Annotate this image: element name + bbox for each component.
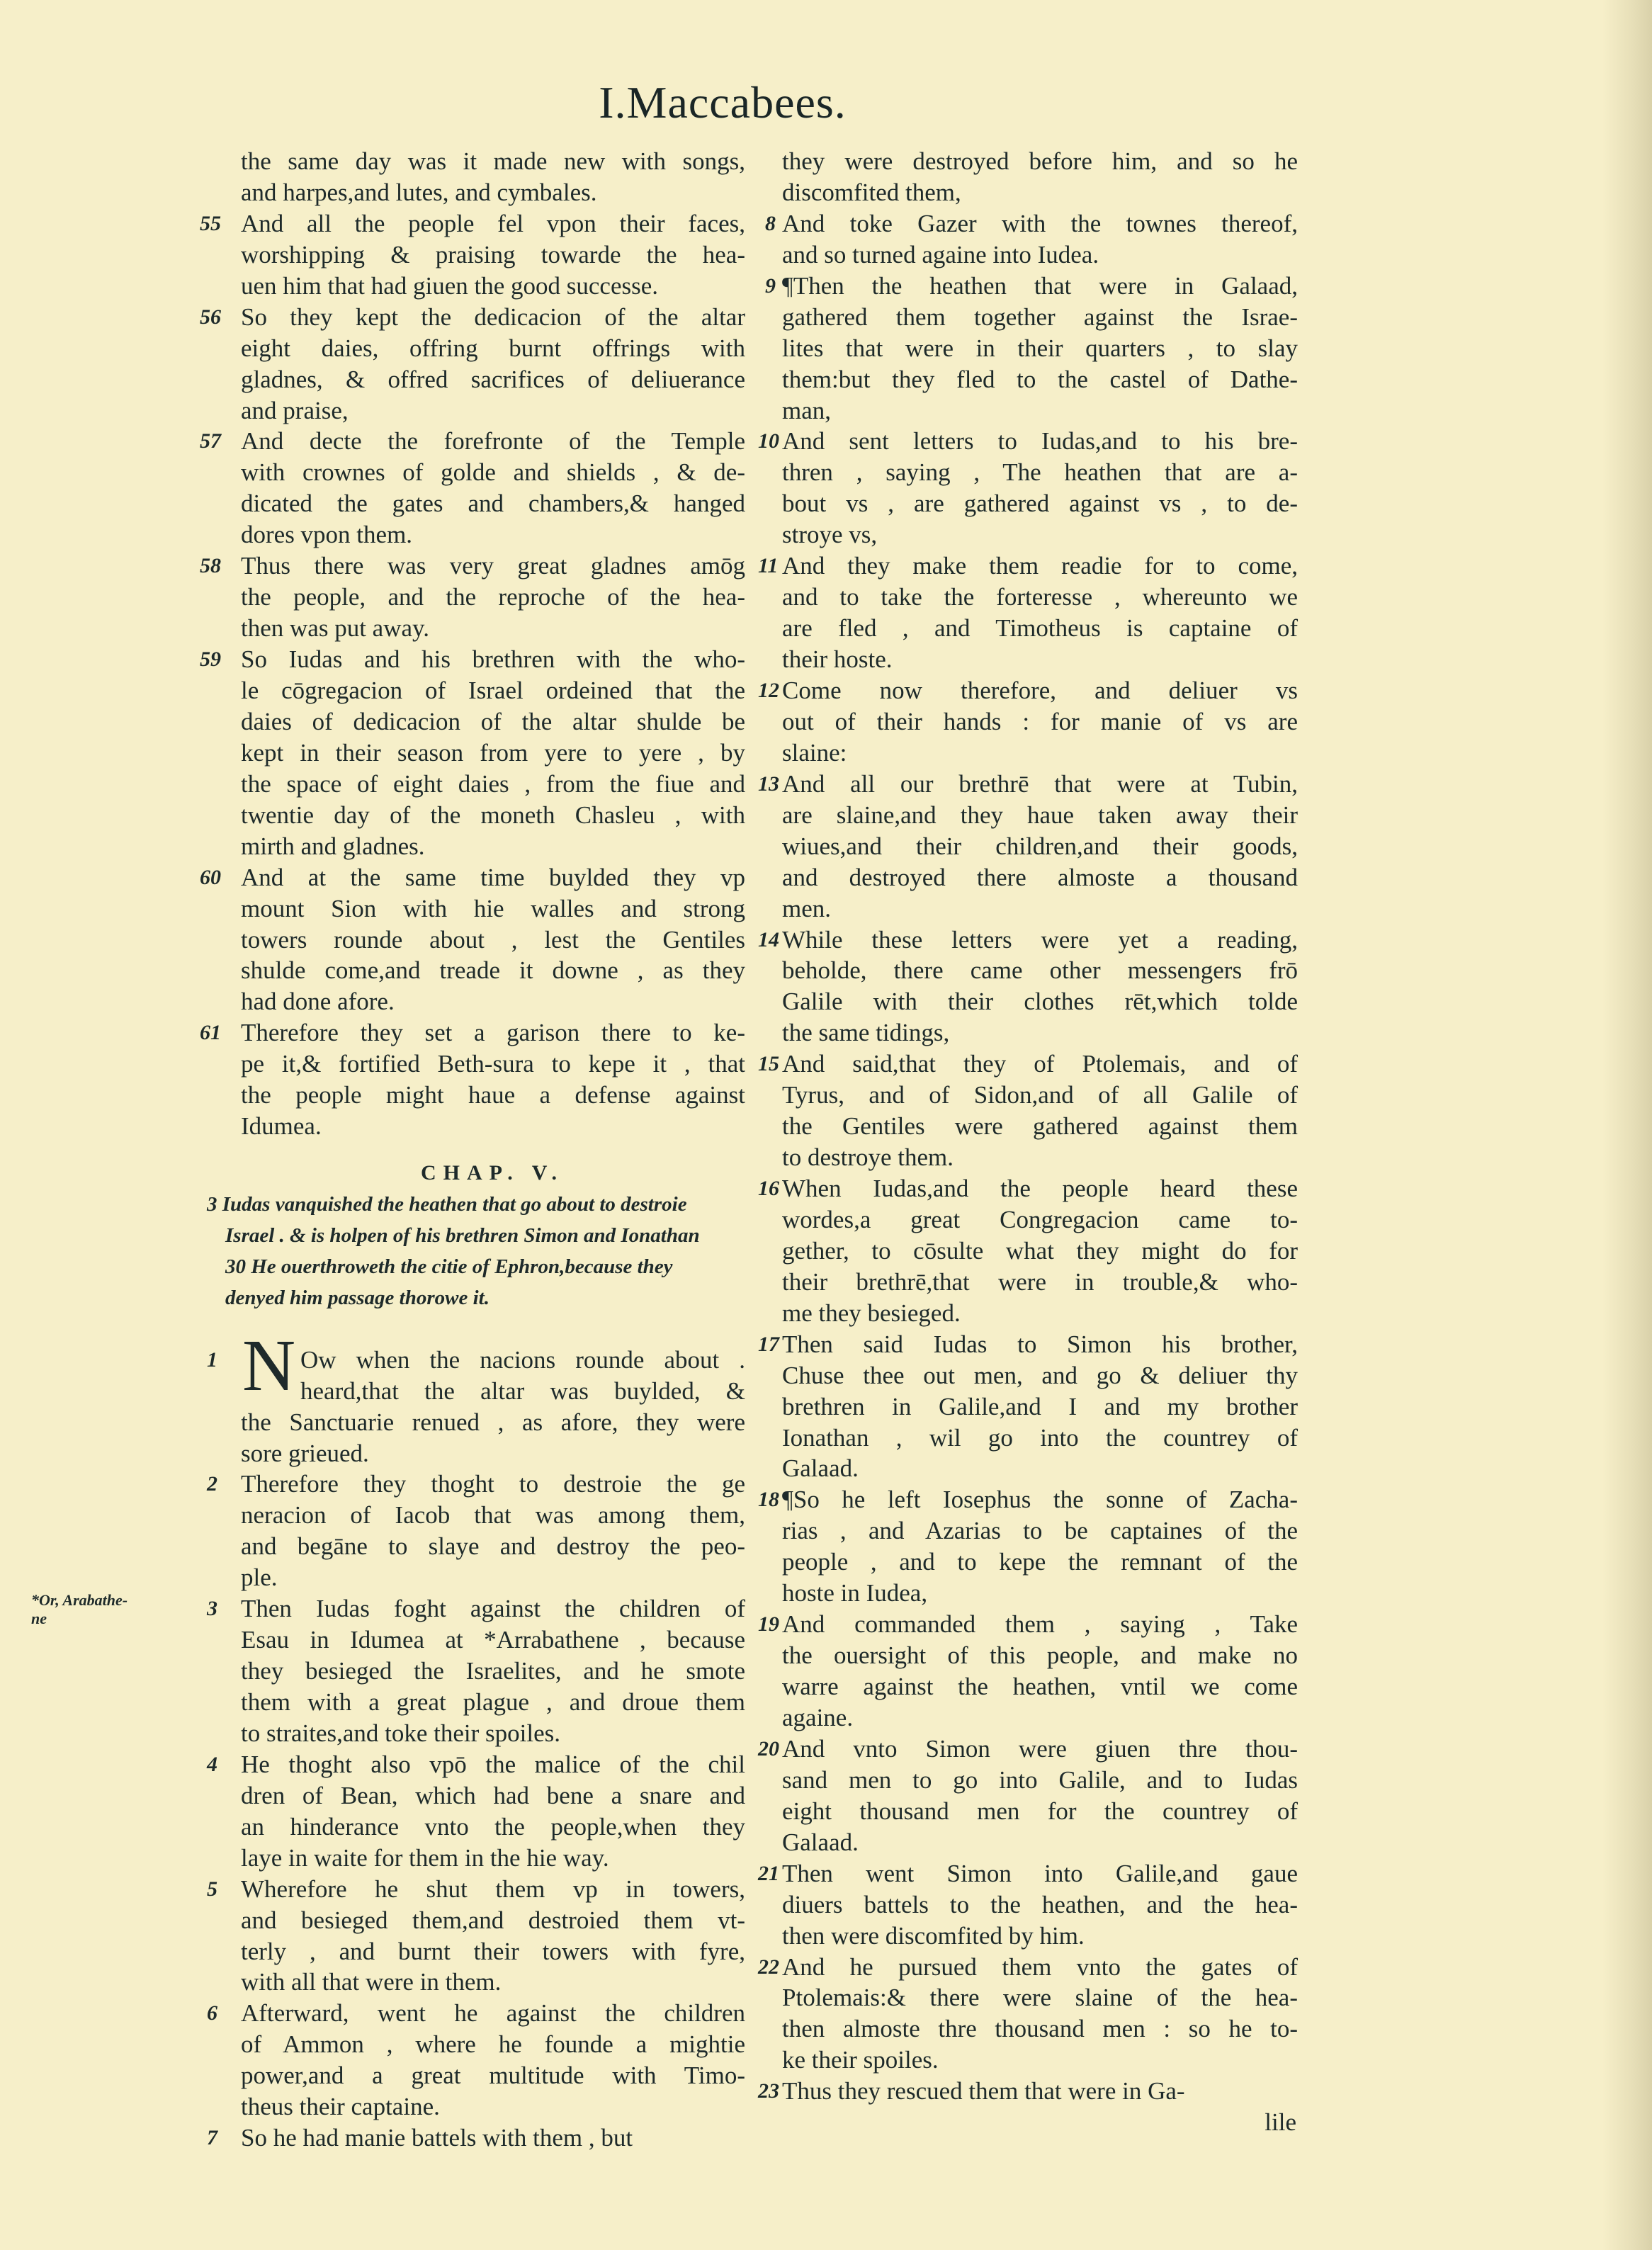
text-line: [782, 2076, 1298, 2107]
line-text: their hoste.: [782, 645, 893, 674]
text-line: [241, 1749, 745, 1780]
text-line: [241, 1811, 745, 1843]
verse-number: 5: [207, 1877, 217, 1901]
text-line: [241, 2029, 745, 2060]
line-text: rias , and Azarias to be captaines of the: [782, 1517, 1298, 1545]
line-text: So he had manie battels with them , but: [241, 2124, 633, 2152]
text-line: [782, 706, 1298, 737]
line-text: man,: [782, 396, 832, 424]
verse-number: 9: [765, 273, 776, 298]
line-text: dicated the gates and chambers,& hanged: [241, 490, 745, 518]
line-text: And said,that they of Ptolemais, and of: [782, 1050, 1298, 1078]
line-text: twentie day of the moneth Chasleu , with: [241, 801, 745, 829]
text-line: [782, 2013, 1298, 2045]
text-line: [782, 1111, 1298, 1142]
text-line: [241, 1017, 745, 1048]
chapter-summary-line: Israel . & is holpen of his brethren Simon and Ionathan: [225, 1223, 700, 1247]
text-line: [782, 550, 1298, 582]
text-line: [241, 1780, 745, 1811]
line-text: Then said Iudas to Simon his brother,: [782, 1330, 1298, 1358]
text-line: [241, 613, 745, 644]
text-line: [241, 706, 745, 737]
text-line: [241, 1656, 745, 1687]
line-text: people , and to kepe the remnant of the: [782, 1548, 1298, 1576]
text-line: [241, 831, 745, 862]
verse-number: 17: [758, 1332, 779, 1356]
line-text: ple.: [241, 1564, 278, 1592]
line-text: brethren in Galile,and I and my brother: [782, 1392, 1298, 1420]
text-line: [782, 1484, 1298, 1515]
line-text: Galile with their clothes rēt,which tolde: [782, 988, 1298, 1016]
text-line: [241, 644, 745, 675]
line-text: ke their spoiles.: [782, 2046, 939, 2074]
line-text: Esau in Idumea at *Arrabathene , because: [241, 1626, 745, 1654]
line-text: they besieged the Israelites, and he smote: [241, 1657, 745, 1685]
text-line: [782, 925, 1298, 956]
text-line: [241, 177, 745, 208]
line-text: gladnes, & offred sacrifices of deliuerance: [241, 365, 745, 393]
text-line: [241, 1500, 745, 1531]
line-text: kept in their season from yere to yere , by: [241, 738, 745, 767]
text-line: [782, 146, 1298, 177]
line-text: the Gentiles were gathered against them: [782, 1112, 1298, 1141]
verse-number: 11: [758, 554, 779, 578]
line-text: Chuse thee out men, and go & deliuer thy: [782, 1361, 1298, 1389]
line-text: slaine:: [782, 738, 847, 767]
text-line: [241, 2091, 745, 2122]
line-text: Galaad.: [782, 1828, 859, 1856]
text-line: [782, 1578, 1298, 1609]
margin-note: ne: [31, 1610, 47, 1627]
line-text: the same day was it made new with songs,: [241, 147, 745, 175]
text-line: [241, 302, 745, 333]
line-text: and so turned againe into Iudea.: [782, 240, 1099, 268]
line-text: And they make them readie for to come,: [782, 552, 1298, 580]
verse-number: 23: [758, 2079, 779, 2103]
text-line: [241, 986, 745, 1017]
line-text: mount Sion with hie walles and strong: [241, 894, 745, 922]
line-text: mirth and gladnes.: [241, 832, 425, 860]
text-line: [782, 769, 1298, 800]
line-text: bout vs , are gathered against vs , to de-: [782, 490, 1298, 518]
text-line: [782, 208, 1298, 239]
line-text: discomfited them,: [782, 178, 961, 206]
line-text: Then went Simon into Galile,and gaue: [782, 1859, 1298, 1887]
line-text: are slaine,and they haue taken away their: [782, 801, 1298, 829]
text-line: [782, 1515, 1298, 1547]
line-text: When Iudas,and the people heard these: [782, 1175, 1298, 1203]
line-text: me they besieged.: [782, 1299, 961, 1327]
text-line: [782, 1048, 1298, 1080]
text-line: [782, 519, 1298, 550]
line-text: them:but they fled to the castel of Dathe-: [782, 365, 1298, 393]
text-line: [241, 239, 745, 271]
verse-number: 2: [207, 1472, 217, 1496]
text-line: [241, 1080, 745, 1111]
verse-number: 3: [207, 1597, 217, 1621]
text-line: [782, 1142, 1298, 1173]
line-text: He thoght also vpō the malice of the chil: [241, 1750, 745, 1778]
text-line: [300, 1376, 745, 1407]
text-line: [241, 955, 745, 986]
verse-number: 18: [758, 1488, 779, 1512]
text-line: [782, 986, 1298, 1017]
text-line: [782, 1982, 1298, 2013]
verse-number: 59: [200, 648, 221, 672]
line-text: gathered them together against the Israe-: [782, 303, 1298, 331]
verse-number: 15: [758, 1052, 779, 1076]
line-text: shulde come,and treade it downe , as they: [241, 956, 745, 985]
text-line: [241, 1936, 745, 1967]
text-line: [782, 1080, 1298, 1111]
line-text: then was put away.: [241, 614, 429, 643]
verse-number: 10: [758, 429, 779, 453]
text-line: [241, 2122, 745, 2154]
text-line: [241, 582, 745, 613]
line-text: diuers battels to the heathen, and the hea-: [782, 1890, 1298, 1918]
line-text: worshipping & praising towarde the hea-: [241, 240, 745, 268]
verse-number: 21: [758, 1861, 779, 1885]
line-text: stroye vs,: [782, 521, 878, 549]
line-text: And toke Gazer with the townes thereof,: [782, 209, 1298, 237]
verse-number: 1: [207, 1347, 217, 1372]
text-line: [782, 1017, 1298, 1048]
line-text: Ow when the nacions rounde about .: [300, 1345, 745, 1374]
line-text: Thus they rescued them that were in Ga-: [782, 2077, 1185, 2105]
text-line: [241, 208, 745, 239]
line-text: While these letters were yet a reading,: [782, 925, 1298, 954]
text-line: [782, 1547, 1298, 1578]
line-text: Galaad.: [782, 1454, 859, 1483]
line-text: beholde, there came other messengers frō: [782, 956, 1298, 985]
line-text: then almoste thre thousand men : so he to-: [782, 2015, 1298, 2043]
verse-number: 58: [200, 554, 221, 578]
text-line: [782, 1329, 1298, 1360]
line-text: they were destroyed before him, and so he: [782, 147, 1298, 175]
line-text: neracion of Iacob that was among them,: [241, 1501, 745, 1530]
line-text: theus their captaine.: [241, 2093, 440, 2121]
text-line: [782, 1423, 1298, 1454]
line-text: Therefore they thoght to destroie the ge: [241, 1470, 745, 1498]
line-text: dren of Bean, which had bene a snare and: [241, 1781, 745, 1809]
text-line: [782, 582, 1298, 613]
line-text: are fled , and Timotheus is captaine of: [782, 614, 1298, 643]
text-line: [241, 1562, 745, 1593]
text-line: [241, 1111, 745, 1142]
text-line: [241, 395, 745, 426]
verse-number: 7: [207, 2126, 217, 2150]
text-line: [782, 177, 1298, 208]
text-line: [782, 1236, 1298, 1267]
line-text: then were discomfited by him.: [782, 1921, 1085, 1950]
text-line: [782, 488, 1298, 519]
verse-number: 20: [758, 1736, 779, 1760]
text-line: [241, 1843, 745, 1874]
line-text: Come now therefore, and deliuer vs: [782, 676, 1298, 704]
text-line: [241, 426, 745, 457]
text-line: [241, 333, 745, 364]
line-text: ¶So he left Iosephus the sonne of Zacha-: [782, 1486, 1298, 1514]
line-text: Idumea.: [241, 1112, 322, 1141]
line-text: power,and a great multitude with Timo-: [241, 2062, 745, 2090]
text-line: [241, 925, 745, 956]
verse-number: 12: [758, 678, 779, 702]
line-text: wiues,and their children,and their goods,: [782, 832, 1298, 860]
line-text: And vnto Simon were giuen thre thou-: [782, 1734, 1298, 1763]
text-line: [782, 457, 1298, 488]
text-line: [241, 364, 745, 395]
line-text: thren , saying , The heathen that are a-: [782, 458, 1298, 487]
text-line: [782, 1267, 1298, 1298]
line-text: And at the same time buylded they vp: [241, 863, 745, 891]
line-text: laye in waite for them in the hie way.: [241, 1843, 609, 1872]
text-line: [241, 1998, 745, 2029]
line-text: And commanded them , saying , Take: [782, 1610, 1298, 1639]
line-text: with crownes of golde and shields , & de-: [241, 458, 745, 487]
line-text: men.: [782, 894, 832, 922]
line-text: sand men to go into Galile, and to Iudas: [782, 1765, 1298, 1794]
text-line: [782, 2045, 1298, 2076]
chapter-summary-line: 30 He ouerthroweth the citie of Ephron,because they: [225, 1255, 673, 1278]
text-line: [782, 644, 1298, 675]
line-text: And decte the forefronte of the Temple: [241, 427, 745, 456]
text-line: [782, 1640, 1298, 1671]
text-line: [782, 1952, 1298, 1983]
line-text: terly , and burnt their towers with fyre,: [241, 1937, 745, 1965]
text-line: [782, 395, 1298, 426]
verse-number: 60: [200, 865, 221, 889]
text-line: [241, 893, 745, 925]
line-text: out of their hands : for manie of vs are: [782, 707, 1298, 735]
text-line: [782, 862, 1298, 893]
line-text: dores vpon them.: [241, 521, 413, 549]
line-text: of Ammon , where he founde a mightie: [241, 2030, 745, 2059]
verse-number: 16: [758, 1177, 779, 1201]
text-line: [782, 1204, 1298, 1236]
line-text: hoste in Iudea,: [782, 1579, 928, 1607]
text-line: [782, 893, 1298, 925]
text-line: [241, 2060, 745, 2091]
line-text: And sent letters to Iudas,and to his bre-: [782, 427, 1298, 456]
line-text: Therefore they set a garison there to ke-: [241, 1019, 745, 1047]
line-text: againe.: [782, 1704, 854, 1731]
line-text: and praise,: [241, 396, 349, 424]
line-text: Ionathan , wil go into the countrey of: [782, 1423, 1298, 1452]
chapter-heading: CHAP. V.: [421, 1161, 564, 1185]
line-text: pe it,& fortified Beth-sura to kepe it , that: [241, 1050, 745, 1078]
text-line: [241, 457, 745, 488]
verse-number: 22: [758, 1955, 779, 1979]
text-line: [241, 1048, 745, 1080]
line-text: gether, to cōsulte what they might do for: [782, 1236, 1298, 1265]
text-line: [241, 271, 745, 302]
line-text: eight daies, offring burnt offrings with: [241, 334, 745, 362]
line-text: Tyrus, and of Sidon,and of all Galile of: [782, 1081, 1298, 1109]
text-line: [782, 1765, 1298, 1796]
text-line: [782, 333, 1298, 364]
line-text: le cōgregacion of Israel ordeined that the: [241, 676, 745, 704]
text-line: [241, 519, 745, 550]
text-line: [782, 1858, 1298, 1889]
line-text: them with a great plague , and droue them: [241, 1688, 745, 1717]
verse-number: 55: [200, 211, 221, 235]
line-text: and besieged them,and destroied them vt-: [241, 1906, 745, 1934]
text-line: [241, 862, 745, 893]
text-line: [782, 1921, 1298, 1952]
catchword: lile: [1265, 2108, 1296, 2137]
verse-number: 14: [758, 927, 779, 951]
text-line: [782, 1609, 1298, 1640]
line-text: and to take the forteresse , whereunto we: [782, 583, 1298, 611]
line-text: heard,that the altar was buylded, &: [300, 1376, 745, 1405]
line-text: had done afore.: [241, 988, 395, 1016]
line-text: the ouersight of this people, and make no: [782, 1641, 1298, 1670]
text-line: [782, 1796, 1298, 1827]
chapter-summary-line: 3 Iudas vanquished the heathen that go about to destroie: [207, 1192, 687, 1216]
line-text: eight thousand men for the countrey of: [782, 1797, 1298, 1825]
text-line: [782, 271, 1298, 302]
line-text: uen him that had giuen the good successe.: [241, 271, 659, 300]
text-line: [782, 1360, 1298, 1391]
line-text: the people might haue a defense against: [241, 1081, 745, 1109]
text-line: [782, 800, 1298, 831]
line-text: towers rounde about , lest the Gentiles: [241, 925, 745, 954]
text-line: [300, 1345, 745, 1376]
text-line: [782, 239, 1298, 271]
text-line: [782, 1298, 1298, 1329]
text-line: [782, 1702, 1298, 1734]
line-text: And all the people fel vpon their faces,: [241, 209, 745, 237]
text-line: [782, 1173, 1298, 1204]
text-line: [782, 302, 1298, 333]
line-text: wordes,a great Congregacion came to-: [782, 1205, 1298, 1233]
page-title: I.Maccabees.: [599, 77, 847, 128]
line-text: Then Iudas foght against the children of: [241, 1595, 745, 1623]
verse-number: 61: [200, 1021, 221, 1045]
verse-number: 56: [200, 305, 221, 329]
line-text: Thus there was very great gladnes amōg: [241, 552, 745, 580]
drop-cap: N: [242, 1325, 296, 1406]
line-text: with all that were in them.: [241, 1968, 502, 1996]
margin-note: *Or, Arabathe-: [31, 1591, 128, 1609]
text-line: [241, 550, 745, 582]
verse-number: 13: [758, 771, 779, 796]
line-text: the space of eight daies , from the fiue and: [241, 769, 745, 798]
line-text: the same tidings,: [782, 1019, 950, 1047]
verse-number: 57: [200, 429, 221, 453]
page-edge-shadow: [1602, 0, 1652, 2250]
text-line: [241, 675, 745, 706]
text-line: [241, 1593, 745, 1624]
text-line: [782, 1453, 1298, 1484]
verse-number: 6: [207, 2001, 217, 2025]
line-text: lites that were in their quarters , to slay: [782, 334, 1298, 362]
text-line: [241, 800, 745, 831]
text-line: [782, 831, 1298, 862]
line-text: So they kept the dedicacion of the altar: [241, 303, 745, 331]
verse-number: 8: [765, 211, 776, 235]
text-line: [241, 146, 745, 177]
line-text: And all our brethrē that were at Tubin,: [782, 769, 1298, 798]
line-text: daies of dedicacion of the altar shulde be: [241, 707, 745, 735]
text-line: [782, 1391, 1298, 1423]
line-text: Ptolemais:& there were slaine of the hea-: [782, 1984, 1298, 2012]
text-line: [782, 1734, 1298, 1765]
line-text: to straites,and toke their spoiles.: [241, 1719, 561, 1747]
text-line: [241, 1469, 745, 1500]
line-text: And he pursued them vnto the gates of: [782, 1952, 1298, 1981]
line-text: and destroyed there almoste a thousand: [782, 863, 1298, 891]
line-text: warre against the heathen, vntil we come: [782, 1673, 1298, 1701]
text-line: [241, 1407, 745, 1438]
line-text: and harpes,and lutes, and cymbales.: [241, 178, 597, 206]
verse-number: 4: [207, 1752, 217, 1776]
line-text: Wherefore he shut them vp in towers,: [241, 1875, 745, 1903]
text-line: [241, 488, 745, 519]
text-line: [241, 1718, 745, 1749]
line-text: ¶Then the heathen that were in Galaad,: [782, 271, 1298, 300]
line-text: Afterward, went he against the children: [241, 1999, 745, 2028]
text-line: [241, 1967, 745, 1998]
text-line: [782, 613, 1298, 644]
text-line: [782, 364, 1298, 395]
line-text: to destroye them.: [782, 1143, 954, 1172]
line-text: an hinderance vnto the people,when they: [241, 1812, 745, 1841]
line-text: and begāne to slaye and destroy the peo-: [241, 1532, 745, 1561]
text-line: [241, 1874, 745, 1905]
line-text: the Sanctuarie renued , as afore, they were: [241, 1408, 745, 1436]
line-text: sore grieued.: [241, 1439, 369, 1467]
text-line: [782, 1827, 1298, 1858]
chapter-summary-line: denyed him passage thorowe it.: [225, 1286, 490, 1309]
text-line: [241, 1531, 745, 1562]
text-line: [782, 955, 1298, 986]
text-line: [782, 426, 1298, 457]
text-line: [241, 1624, 745, 1656]
text-line: [782, 737, 1298, 769]
text-line: [241, 737, 745, 769]
text-line: [241, 769, 745, 800]
text-line: [241, 1905, 745, 1936]
verse-number: 19: [758, 1612, 779, 1636]
text-line: [782, 1889, 1298, 1921]
line-text: the people, and the reproche of the hea-: [241, 583, 745, 611]
text-line: [241, 1438, 745, 1469]
line-text: So Iudas and his brethren with the who-: [241, 645, 745, 674]
text-line: [782, 1671, 1298, 1702]
line-text: their brethrē,that were in trouble,& who-: [782, 1267, 1298, 1296]
text-line: [782, 675, 1298, 706]
text-line: [241, 1687, 745, 1718]
